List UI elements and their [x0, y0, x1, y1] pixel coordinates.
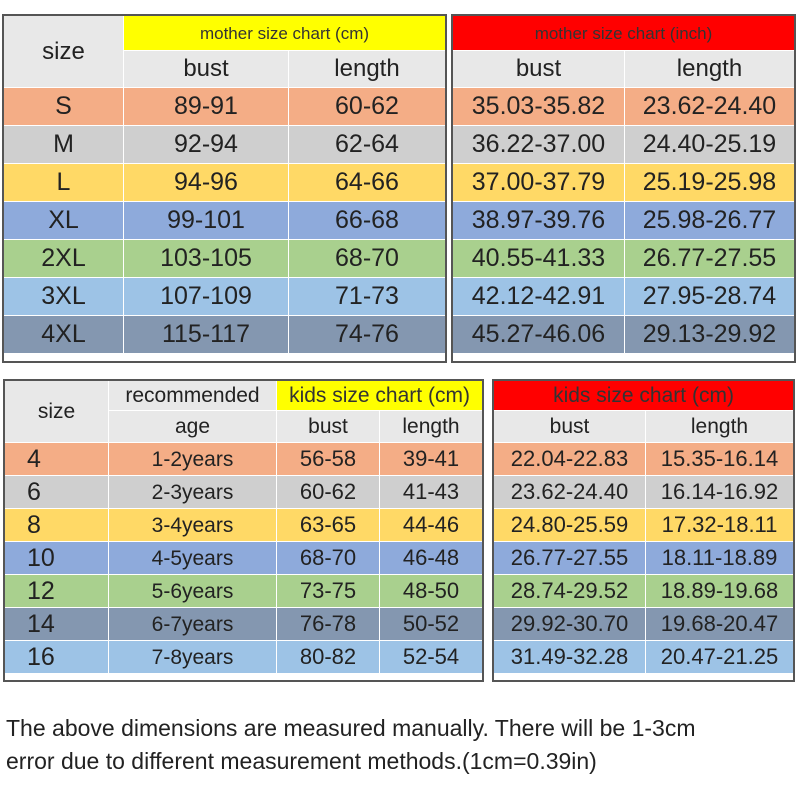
table-row — [453, 164, 795, 202]
table-row — [494, 575, 794, 608]
bust-cell: 80-82 — [277, 641, 380, 674]
table-row — [4, 126, 446, 164]
length-cell: 41-43 — [380, 476, 483, 509]
length-cell: 68-70 — [289, 240, 446, 278]
size-cell: 16 — [5, 641, 109, 674]
length-cell: 44-46 — [380, 509, 483, 542]
mother-inch-table — [452, 15, 795, 354]
table-row — [494, 476, 794, 509]
kids-inch-table — [493, 380, 794, 674]
bust-cell: 76-78 — [277, 608, 380, 641]
bust-cell: 31.49-32.28 — [494, 641, 646, 674]
table-row — [453, 88, 795, 126]
table-row — [5, 608, 483, 641]
size-cell: 8 — [5, 509, 109, 542]
bust-cell: 37.00-37.79 — [453, 164, 625, 202]
table-row — [5, 509, 483, 542]
bust-cell: 63-65 — [277, 509, 380, 542]
bust-cell: 94-96 — [124, 164, 289, 202]
age-cell: 5-6years — [109, 575, 277, 608]
bust-cell: 73-75 — [277, 575, 380, 608]
table-row — [453, 278, 795, 316]
bust-cell: 26.77-27.55 — [494, 542, 646, 575]
table-row — [494, 641, 794, 674]
length-cell: 24.40-25.19 — [625, 126, 795, 164]
mother-cm-bust-header: bust — [124, 51, 289, 88]
table-row — [453, 126, 795, 164]
kids-size-header: size — [5, 381, 109, 443]
table-row — [494, 509, 794, 542]
length-cell: 46-48 — [380, 542, 483, 575]
age-cell: 4-5years — [109, 542, 277, 575]
mother-inch-title: mother size chart (inch) — [453, 16, 795, 51]
length-cell: 18.11-18.89 — [646, 542, 794, 575]
table-row — [5, 476, 483, 509]
length-cell: 25.98-26.77 — [625, 202, 795, 240]
size-cell: M — [4, 126, 124, 164]
table-row — [494, 542, 794, 575]
measurement-note — [6, 712, 796, 779]
length-cell: 19.68-20.47 — [646, 608, 794, 641]
kids-cm-length-header: length — [380, 411, 483, 443]
size-cell: 2XL — [4, 240, 124, 278]
length-cell: 71-73 — [289, 278, 446, 316]
bust-cell: 99-101 — [124, 202, 289, 240]
length-cell: 26.77-27.55 — [625, 240, 795, 278]
length-cell: 64-66 — [289, 164, 446, 202]
table-row — [453, 202, 795, 240]
length-cell: 74-76 — [289, 316, 446, 354]
table-row — [494, 443, 794, 476]
bust-cell: 68-70 — [277, 542, 380, 575]
bust-cell: 45.27-46.06 — [453, 316, 625, 354]
age-cell: 1-2years — [109, 443, 277, 476]
kids-inch-bust-header: bust — [494, 411, 646, 443]
mother-inch-bust-header: bust — [453, 51, 625, 88]
size-cell: 3XL — [4, 278, 124, 316]
note-line-1: The above dimensions are measured manually. There will be 1-3cm — [6, 715, 696, 741]
size-cell: L — [4, 164, 124, 202]
table-row — [494, 608, 794, 641]
size-cell: S — [4, 88, 124, 126]
bust-cell: 56-58 — [277, 443, 380, 476]
length-cell: 52-54 — [380, 641, 483, 674]
age-cell: 7-8years — [109, 641, 277, 674]
size-cell: XL — [4, 202, 124, 240]
table-row — [4, 278, 446, 316]
kids-age-header: age — [109, 411, 277, 443]
length-cell: 29.13-29.92 — [625, 316, 795, 354]
mother-inch-length-header: length — [625, 51, 795, 88]
size-cell: 10 — [5, 542, 109, 575]
mother-cm-title: mother size chart (cm) — [124, 16, 446, 51]
kids-inch-length-header: length — [646, 411, 794, 443]
length-cell: 15.35-16.14 — [646, 443, 794, 476]
table-row — [4, 164, 446, 202]
bust-cell: 115-117 — [124, 316, 289, 354]
bust-cell: 29.92-30.70 — [494, 608, 646, 641]
length-cell: 48-50 — [380, 575, 483, 608]
length-cell: 25.19-25.98 — [625, 164, 795, 202]
mother-cm-table — [3, 15, 446, 354]
size-cell: 4 — [5, 443, 109, 476]
note-line-2: error due to different measurement methods.(1cm=0.39in) — [6, 748, 597, 775]
table-row — [5, 443, 483, 476]
length-cell: 39-41 — [380, 443, 483, 476]
table-row — [4, 202, 446, 240]
mother-cm-length-header: length — [289, 51, 446, 88]
length-cell: 20.47-21.25 — [646, 641, 794, 674]
size-cell: 6 — [5, 476, 109, 509]
bust-cell: 60-62 — [277, 476, 380, 509]
age-cell: 3-4years — [109, 509, 277, 542]
length-cell: 27.95-28.74 — [625, 278, 795, 316]
bust-cell: 24.80-25.59 — [494, 509, 646, 542]
table-row — [453, 316, 795, 354]
length-cell: 16.14-16.92 — [646, 476, 794, 509]
table-row — [453, 240, 795, 278]
length-cell: 62-64 — [289, 126, 446, 164]
bust-cell: 36.22-37.00 — [453, 126, 625, 164]
table-row — [4, 316, 446, 354]
length-cell: 66-68 — [289, 202, 446, 240]
bust-cell: 40.55-41.33 — [453, 240, 625, 278]
length-cell: 23.62-24.40 — [625, 88, 795, 126]
bust-cell: 38.97-39.76 — [453, 202, 625, 240]
kids-inch-title: kids size chart (cm) — [494, 381, 794, 411]
bust-cell: 28.74-29.52 — [494, 575, 646, 608]
length-cell: 50-52 — [380, 608, 483, 641]
table-row — [4, 88, 446, 126]
age-cell: 6-7years — [109, 608, 277, 641]
table-row — [4, 240, 446, 278]
size-cell: 12 — [5, 575, 109, 608]
length-cell: 18.89-19.68 — [646, 575, 794, 608]
mother-size-header: size — [4, 16, 124, 88]
bust-cell: 42.12-42.91 — [453, 278, 625, 316]
table-row — [5, 575, 483, 608]
kids-cm-table — [4, 380, 483, 674]
bust-cell: 107-109 — [124, 278, 289, 316]
length-cell: 17.32-18.11 — [646, 509, 794, 542]
bust-cell: 103-105 — [124, 240, 289, 278]
bust-cell: 89-91 — [124, 88, 289, 126]
size-cell: 14 — [5, 608, 109, 641]
bust-cell: 35.03-35.82 — [453, 88, 625, 126]
kids-recommended-header: recommended — [109, 381, 277, 411]
bust-cell: 23.62-24.40 — [494, 476, 646, 509]
bust-cell: 22.04-22.83 — [494, 443, 646, 476]
kids-cm-title: kids size chart (cm) — [277, 381, 483, 411]
table-row — [5, 542, 483, 575]
length-cell: 60-62 — [289, 88, 446, 126]
age-cell: 2-3years — [109, 476, 277, 509]
size-cell: 4XL — [4, 316, 124, 354]
bust-cell: 92-94 — [124, 126, 289, 164]
kids-cm-bust-header: bust — [277, 411, 380, 443]
table-row — [5, 641, 483, 674]
